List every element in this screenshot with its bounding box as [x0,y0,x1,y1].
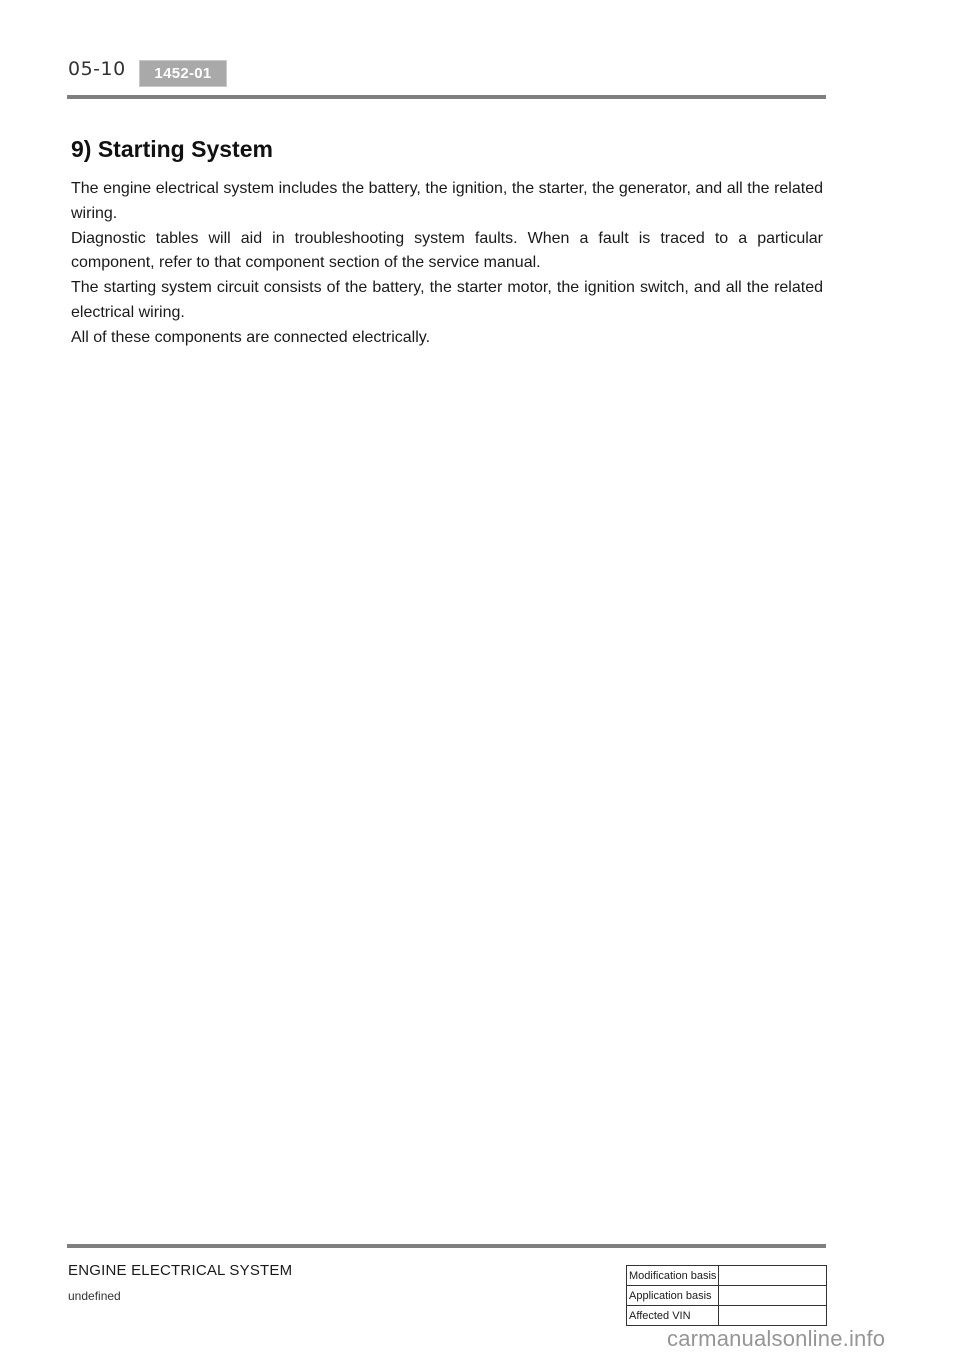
watermark: carmanualsonline.info [667,1326,886,1351]
revision-info-table [626,1265,827,1326]
table-row [627,1286,827,1306]
table-row [627,1266,827,1286]
main-content [71,134,823,351]
paragraph: The engine electrical system includes the battery, the ignition, the starter, the generator, and all the related wiring. [71,180,823,222]
paragraph: Diagnostic tables will aid in troubleshooting system faults. When a fault is traced to a particular component, refer to that component section of the service manual. [71,229,823,272]
application-basis-value [719,1286,827,1306]
footer-chapter-title: ENGINE ELECTRICAL SYSTEM [68,1262,293,1279]
affected-vin-label: Affected VIN [627,1306,719,1326]
paragraph: All of these components are connected electrically. [71,328,431,346]
table-row [627,1306,827,1326]
page-number: 05-10 [68,58,126,80]
modification-basis-value [719,1266,827,1286]
section-code-badge: 1452-01 [139,60,227,87]
footer-rule [67,1244,826,1248]
section-title: 9) Starting System [71,136,273,162]
application-basis-label: Application basis [627,1286,719,1306]
modification-basis-label: Modification basis [627,1266,719,1286]
header-rule [67,95,826,99]
paragraph: The starting system circuit consists of the battery, the starter motor, the ignition switch, and all the related electrical wiring. [71,279,823,321]
footer-subtitle: undefined [68,1289,121,1303]
affected-vin-value [719,1306,827,1326]
